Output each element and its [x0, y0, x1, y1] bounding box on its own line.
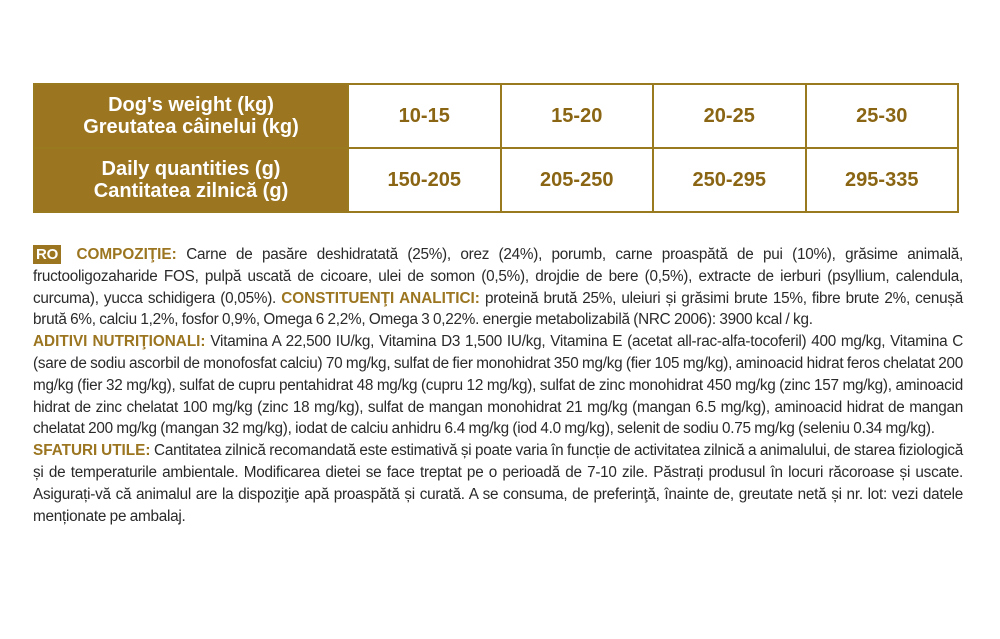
table-row: [34, 84, 958, 148]
quantity-label-en: Daily quantities (g): [101, 158, 281, 180]
advice-paragraph: [33, 440, 963, 527]
language-badge: RO: [33, 245, 61, 264]
quantity-value-cell: 295-335: [806, 148, 959, 212]
quantity-label-ro: Cantitatea zilnică (g): [93, 180, 289, 202]
additives-text: Vitamina A 22,500 IU/kg, Vitamina D3 1,500 IU/kg, Vitamina E (acetat all-rac-alfa-tocoferil) 400 mg/kg, Vitamina C (sare de sodiu ascorbil de monofosfat calciu) 70 mg/kg, sulfat de fier monohidrat 350 mg/kg (fier 105 mg/kg), aminoacid hidrat feros chelatat 200 mg/kg (fier 32 mg/kg), sulfat de cupru pentahidrat 48 mg/kg (cupru 12 mg/kg), sulfat de zinc monohidrat 450 mg/kg (zinc 157 mg/kg), aminoacid hidrat de zinc chelatat 100 mg/kg (zinc 18 mg/kg), sulfat de mangan monohidrat 21 mg/kg (mangan 6.5 mg/kg), aminoacid hidrat de mangan chelatat 200 mg/kg (mangan 32 mg/kg), iodat de calciu anhidru 6.4 mg/kg (iod 4.0 mg/kg), selenit de sodiu 0.75 mg/kg (seleniu 0.34 mg/kg).: [33, 333, 964, 438]
weight-value-cell: 10-15: [348, 84, 501, 148]
quantity-value-cell: 205-250: [501, 148, 654, 212]
advice-heading: SFATURI UTILE:: [33, 442, 151, 460]
additives-paragraph: [33, 331, 963, 440]
advice-text: Cantitatea zilnică recomandată este estimativă și poate varia în funcție de activitatea zilnică a animalului, de starea fiziologică și de temperaturile ambientale. Modificarea dietei se face treptat pe o perioadă de 7-10 zile. Păstrați produsul în locuri răcoroase și uscate. Asigurați-vă că animalul are la dispoziţie apă proaspătă și curată. A se consuma, de preferinţă, înainte de, greutate netă și nr. lot: vezi datele menționate pe ambalaj.: [33, 442, 964, 525]
quantity-value-cell: 150-205: [348, 148, 501, 212]
composition-text: Carne de pasăre deshidratată (25%), orez (24%), porumb, carne proaspătă de pui (10%), grăsime animală, fructooligozaharide FOS, pulpă uscată de cicoare, ulei de somon (0,5%), drojdie de bere (0,5%), extracte de ierburi (psyllium, calendula, curcuma), yucca schidigera (0,05%).: [33, 246, 964, 307]
table-row: [34, 148, 958, 212]
weight-value-cell: 20-25: [653, 84, 806, 148]
weight-value-cell: 15-20: [501, 84, 654, 148]
label-text-block: [33, 244, 963, 527]
composition-heading: COMPOZIŢIE:: [76, 246, 177, 263]
feeding-table: [33, 83, 959, 213]
weight-header-cell: [34, 84, 348, 148]
weight-label-ro: Greutatea câinelui (kg): [83, 116, 299, 138]
additives-heading: ADITIVI NUTRIŢIONALI:: [33, 333, 206, 351]
quantity-value-cell: 250-295: [653, 148, 806, 212]
composition-paragraph: [33, 244, 963, 331]
quantity-header-cell: [34, 148, 348, 212]
analytical-text: proteină brută 25%, uleiuri și grăsimi brute 15%, fibre brute 2%, cenușă brută 6%, calciu 1,2%, fosfor 0,9%, Omega 6 2,2%, Omega 3 0,22%. energie metabolizabilă (NRC 2006): 3900 kcal / kg.: [33, 289, 963, 329]
weight-value-cell: 25-30: [806, 84, 959, 148]
analytical-heading: CONSTITUENŢI ANALITICI:: [281, 289, 480, 307]
weight-label-en: Dog's weight (kg): [108, 94, 274, 116]
